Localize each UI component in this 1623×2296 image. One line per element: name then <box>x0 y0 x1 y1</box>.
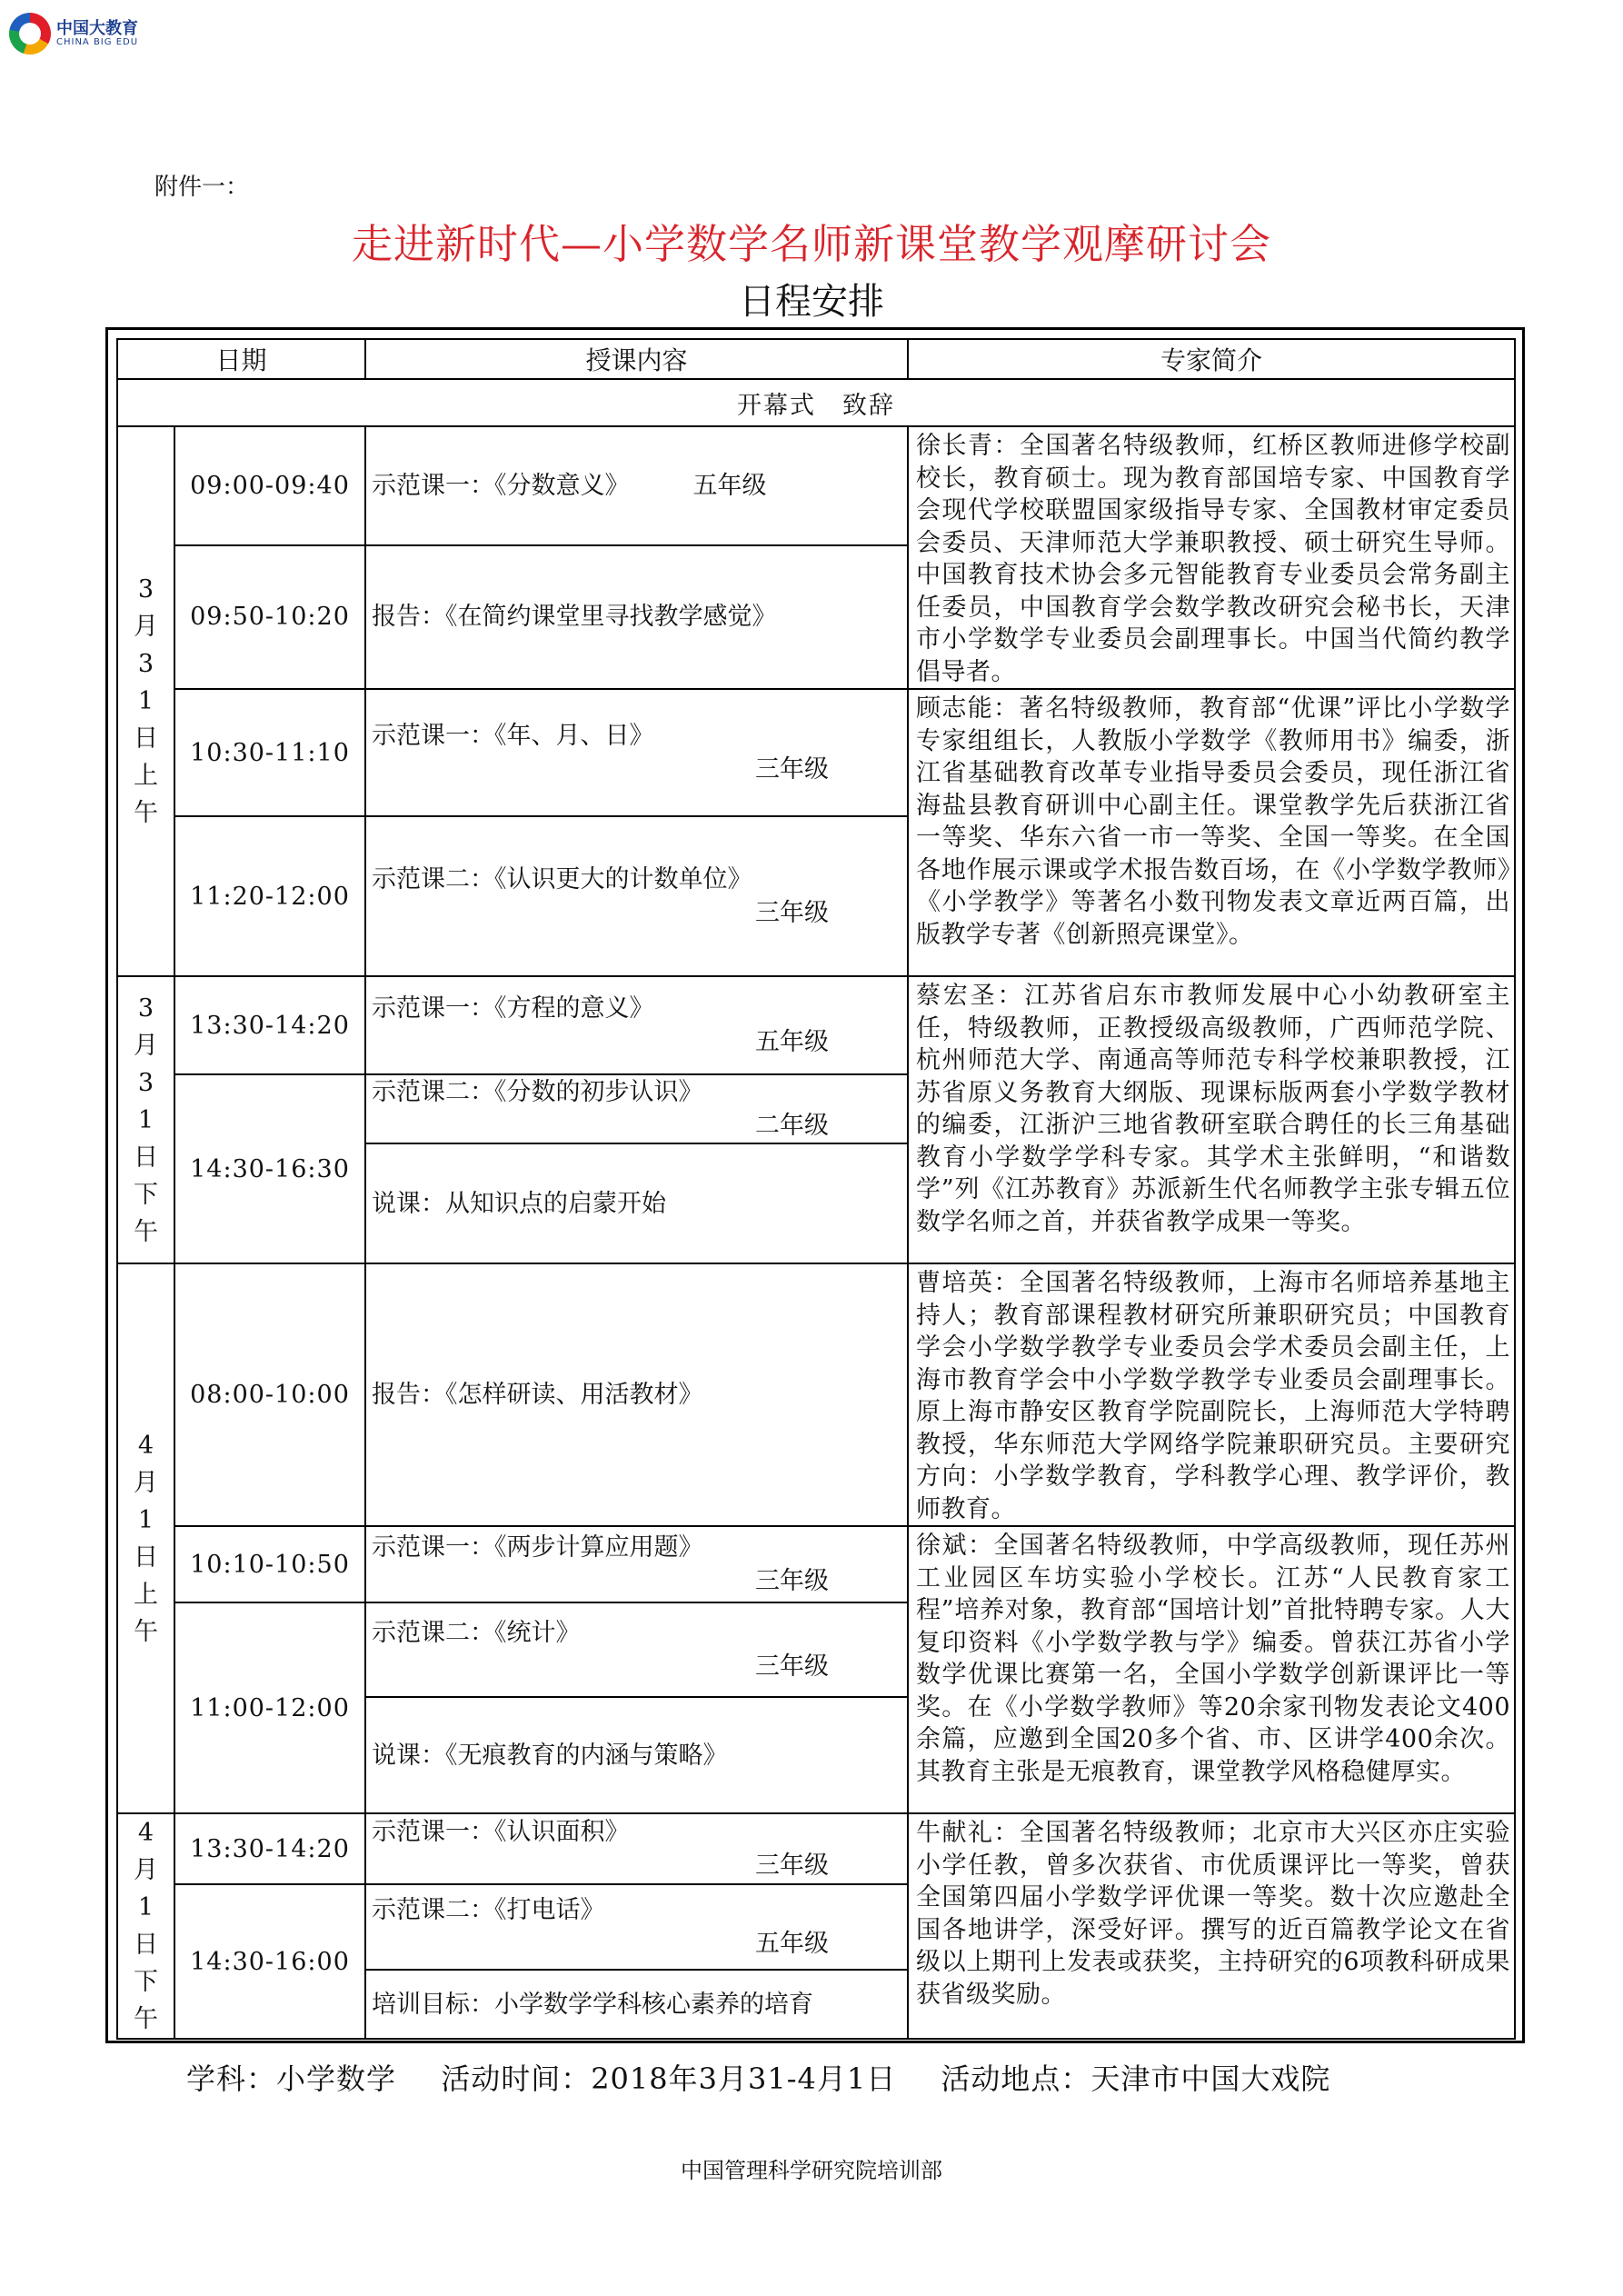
content-cell <box>365 816 908 976</box>
content-cell <box>365 1526 908 1602</box>
content-cell <box>365 1884 908 1970</box>
lesson-grade: 三年级 <box>755 1852 830 1880</box>
date-label: 3月31日下午 <box>134 993 158 1246</box>
date-cell <box>117 976 174 1263</box>
lesson-grade: 五年级 <box>755 1028 830 1056</box>
content-cell <box>365 976 908 1074</box>
content-cell <box>365 426 908 545</box>
lesson-title: 示范课二：《分数的初步认识》 <box>372 1078 703 1106</box>
expert-bio: 蔡宏圣：江苏省启东市教师发展中心小幼教研室主任，特级教师，正教授级高级教师，广西师范学院、杭州师范大学、南通高等师范专科学校兼职教授，江苏省原义务教育大纲版、现课标版两套小学数学教材的编委，江浙沪三地省教研室联合聘任的长三角基础教育小学数学学科专家。其学术主张鲜明，“和谐数学”列《江苏教育》苏派新生代名师教学主张专辑五位数学名师之首，并获省教学成果一等奖。 <box>908 976 1515 1263</box>
date-cell <box>117 1813 174 2039</box>
lesson-title: 示范课一：《方程的意义》 <box>372 994 654 1023</box>
opening-row <box>117 379 1515 426</box>
table-row <box>117 689 1515 816</box>
time-cell: 14:30-16:30 <box>174 1074 365 1263</box>
lesson-title: 培训目标：小学数学学科核心素养的培育 <box>372 1990 814 2019</box>
expert-bio: 顾志能：著名特级教师，教育部“优课”评比小学数学专家组组长，人教版小学数学《教师用书》编委，浙江省基础教育改革专业指导委员会委员，现任浙江省海盐县教育研训中心副主任。课堂教学先后获浙江省一等奖、华东六省一市一等奖、全国一等奖。在全国各地作展示课或学术报告数百场，在《小学数学教师》《小学教学》等著名小数刊物发表文章近两百篇，出版教学专著《创新照亮课堂》。 <box>908 689 1515 976</box>
expert-bio: 曹培英：全国著名特级教师，上海市名师培养基地主持人；教育部课程教材研究所兼职研究员；中国教育学会小学数学教学专业委员会学术委员会副主任，上海市教育学会中小学数学教学专业委员会副理事长。原上海市静安区教育学院副院长，上海师范大学特聘教授，华东师范大学网络学院兼职研究员。主要研究方向：小学数学教育，学科教学心理、教学评价，教师教育。 <box>908 1263 1515 1526</box>
expert-bio: 徐斌：全国著名特级教师，中学高级教师，现任苏州工业园区车坊实验小学校长。江苏“人民教育家工程”培养对象，教育部“国培计划”首批特聘专家。人大复印资料《小学数学教与学》编委。曾获江苏省小学数学优课比赛第一名，全国小学数学创新课评比一等奖。在《小学数学教师》等20余家刊物发表论文400余篇，应邀到全国20多个省、市、区讲学400余次。其教育主张是无痕教育，课堂教学风格稳健厚实。 <box>908 1526 1515 1813</box>
content-cell <box>365 689 908 816</box>
time-cell: 13:30-14:20 <box>174 1813 365 1884</box>
content-cell <box>365 1813 908 1884</box>
lesson-grade: 三年级 <box>755 1652 830 1681</box>
header-date: 日期 <box>117 339 365 379</box>
lesson-title: 说课：从知识点的启蒙开始 <box>372 1189 667 1218</box>
content-cell <box>365 545 908 689</box>
lesson-title: 示范课一：《分数意义》 <box>372 471 630 500</box>
logo-subtitle: CHINA BIG EDU <box>56 37 139 48</box>
time-info: 活动时间：2018年3月31-4月1日 <box>441 2061 897 2096</box>
expert-bio: 徐长青：全国著名特级教师，红桥区教师进修学校副校长，教育硕士。现为教育部国培专家、中国教育学会现代学校联盟国家级指导专家、全国教材审定委员会委员、天津师范大学兼职教授、硕士研究生导师。中国教育技术协会多元智能教育专业委员会常务副主任委员，中国教育学会数学教改研究会秘书长，天津市小学数学专业委员会副理事长。中国当代简约教学倡导者。 <box>908 426 1515 689</box>
place-info: 活动地点：天津市中国大戏院 <box>941 2061 1331 2096</box>
lesson-grade: 五年级 <box>755 1930 830 1958</box>
lesson-title: 示范课二：《打电话》 <box>372 1896 605 1924</box>
lesson-grade: 五年级 <box>692 471 767 500</box>
table-row <box>117 1526 1515 1602</box>
time-cell: 09:50-10:20 <box>174 545 365 689</box>
expert-bio: 牛献礼：全国著名特级教师；北京市大兴区亦庄实验小学任教，曾多次获省、市优质课评比一等奖，曾获全国第四届小学数学评优课一等奖。数十次应邀赴全国各地讲学，深受好评。撰写的近百篇教学论文在省级以上期刊上发表或获奖，主持研究的6项教科研成果获省级奖励。 <box>908 1813 1515 2039</box>
date-label: 3月31日上午 <box>134 575 158 827</box>
table-row <box>117 1813 1515 1884</box>
time-cell: 10:30-11:10 <box>174 689 365 816</box>
header-row <box>117 339 1515 379</box>
lesson-title: 说课：《无痕教育的内涵与策略》 <box>372 1741 728 1770</box>
table-row <box>117 976 1515 1074</box>
lesson-grade: 三年级 <box>755 755 830 784</box>
header-expert: 专家简介 <box>908 339 1515 379</box>
lesson-title: 报告：《在简约课堂里寻找教学感觉》 <box>372 603 777 632</box>
time-cell: 11:20-12:00 <box>174 816 365 976</box>
table-row <box>117 1263 1515 1526</box>
date-cell <box>117 426 174 976</box>
date-label: 4月1日下午 <box>134 1819 158 2033</box>
subject-info: 学科：小学数学 <box>186 2061 397 2096</box>
time-cell: 11:00-12:00 <box>174 1602 365 1813</box>
logo-name: 中国大教育 <box>56 18 138 38</box>
annex-label: 附件一： <box>154 174 250 201</box>
page-title: 走进新时代—小学数学名师新课堂教学观摩研讨会 <box>351 220 1271 268</box>
time-cell: 08:00-10:00 <box>174 1263 365 1526</box>
opening-ceremony: 开幕式 致辞 <box>117 379 1515 426</box>
lesson-title: 示范课一：《认识面积》 <box>372 1818 630 1846</box>
date-cell <box>117 1263 174 1813</box>
lesson-title: 示范课一：《两步计算应用题》 <box>372 1533 703 1562</box>
content-cell <box>365 1602 908 1697</box>
logo <box>9 13 138 55</box>
time-cell: 10:10-10:50 <box>174 1526 365 1602</box>
lesson-grade: 三年级 <box>755 1567 830 1595</box>
lesson-title: 示范课二：《统计》 <box>372 1619 581 1647</box>
lesson-title: 示范课二：《认识更大的计数单位》 <box>372 865 752 893</box>
time-cell: 13:30-14:20 <box>174 976 365 1074</box>
content-cell <box>365 1263 908 1526</box>
header-content: 授课内容 <box>365 339 908 379</box>
schedule-table <box>116 338 1516 2040</box>
content-cell <box>365 1074 908 1143</box>
content-cell <box>365 1970 908 2039</box>
time-cell: 09:00-09:40 <box>174 426 365 545</box>
organizer: 中国管理科学研究院培训部 <box>681 2158 942 2183</box>
lesson-title: 示范课一：《年、月、日》 <box>372 722 654 750</box>
time-cell: 14:30-16:00 <box>174 1884 365 2039</box>
page-subtitle: 日程安排 <box>739 281 884 323</box>
date-label: 4月1日上午 <box>134 1431 158 1646</box>
lesson-grade: 二年级 <box>755 1112 830 1140</box>
content-cell <box>365 1143 908 1263</box>
content-cell <box>365 1697 908 1813</box>
lesson-title: 报告：《怎样研读、用活教材》 <box>372 1381 703 1409</box>
event-info <box>186 2056 1365 2098</box>
logo-icon <box>9 13 51 55</box>
table-row <box>117 426 1515 545</box>
lesson-grade: 三年级 <box>755 899 830 927</box>
